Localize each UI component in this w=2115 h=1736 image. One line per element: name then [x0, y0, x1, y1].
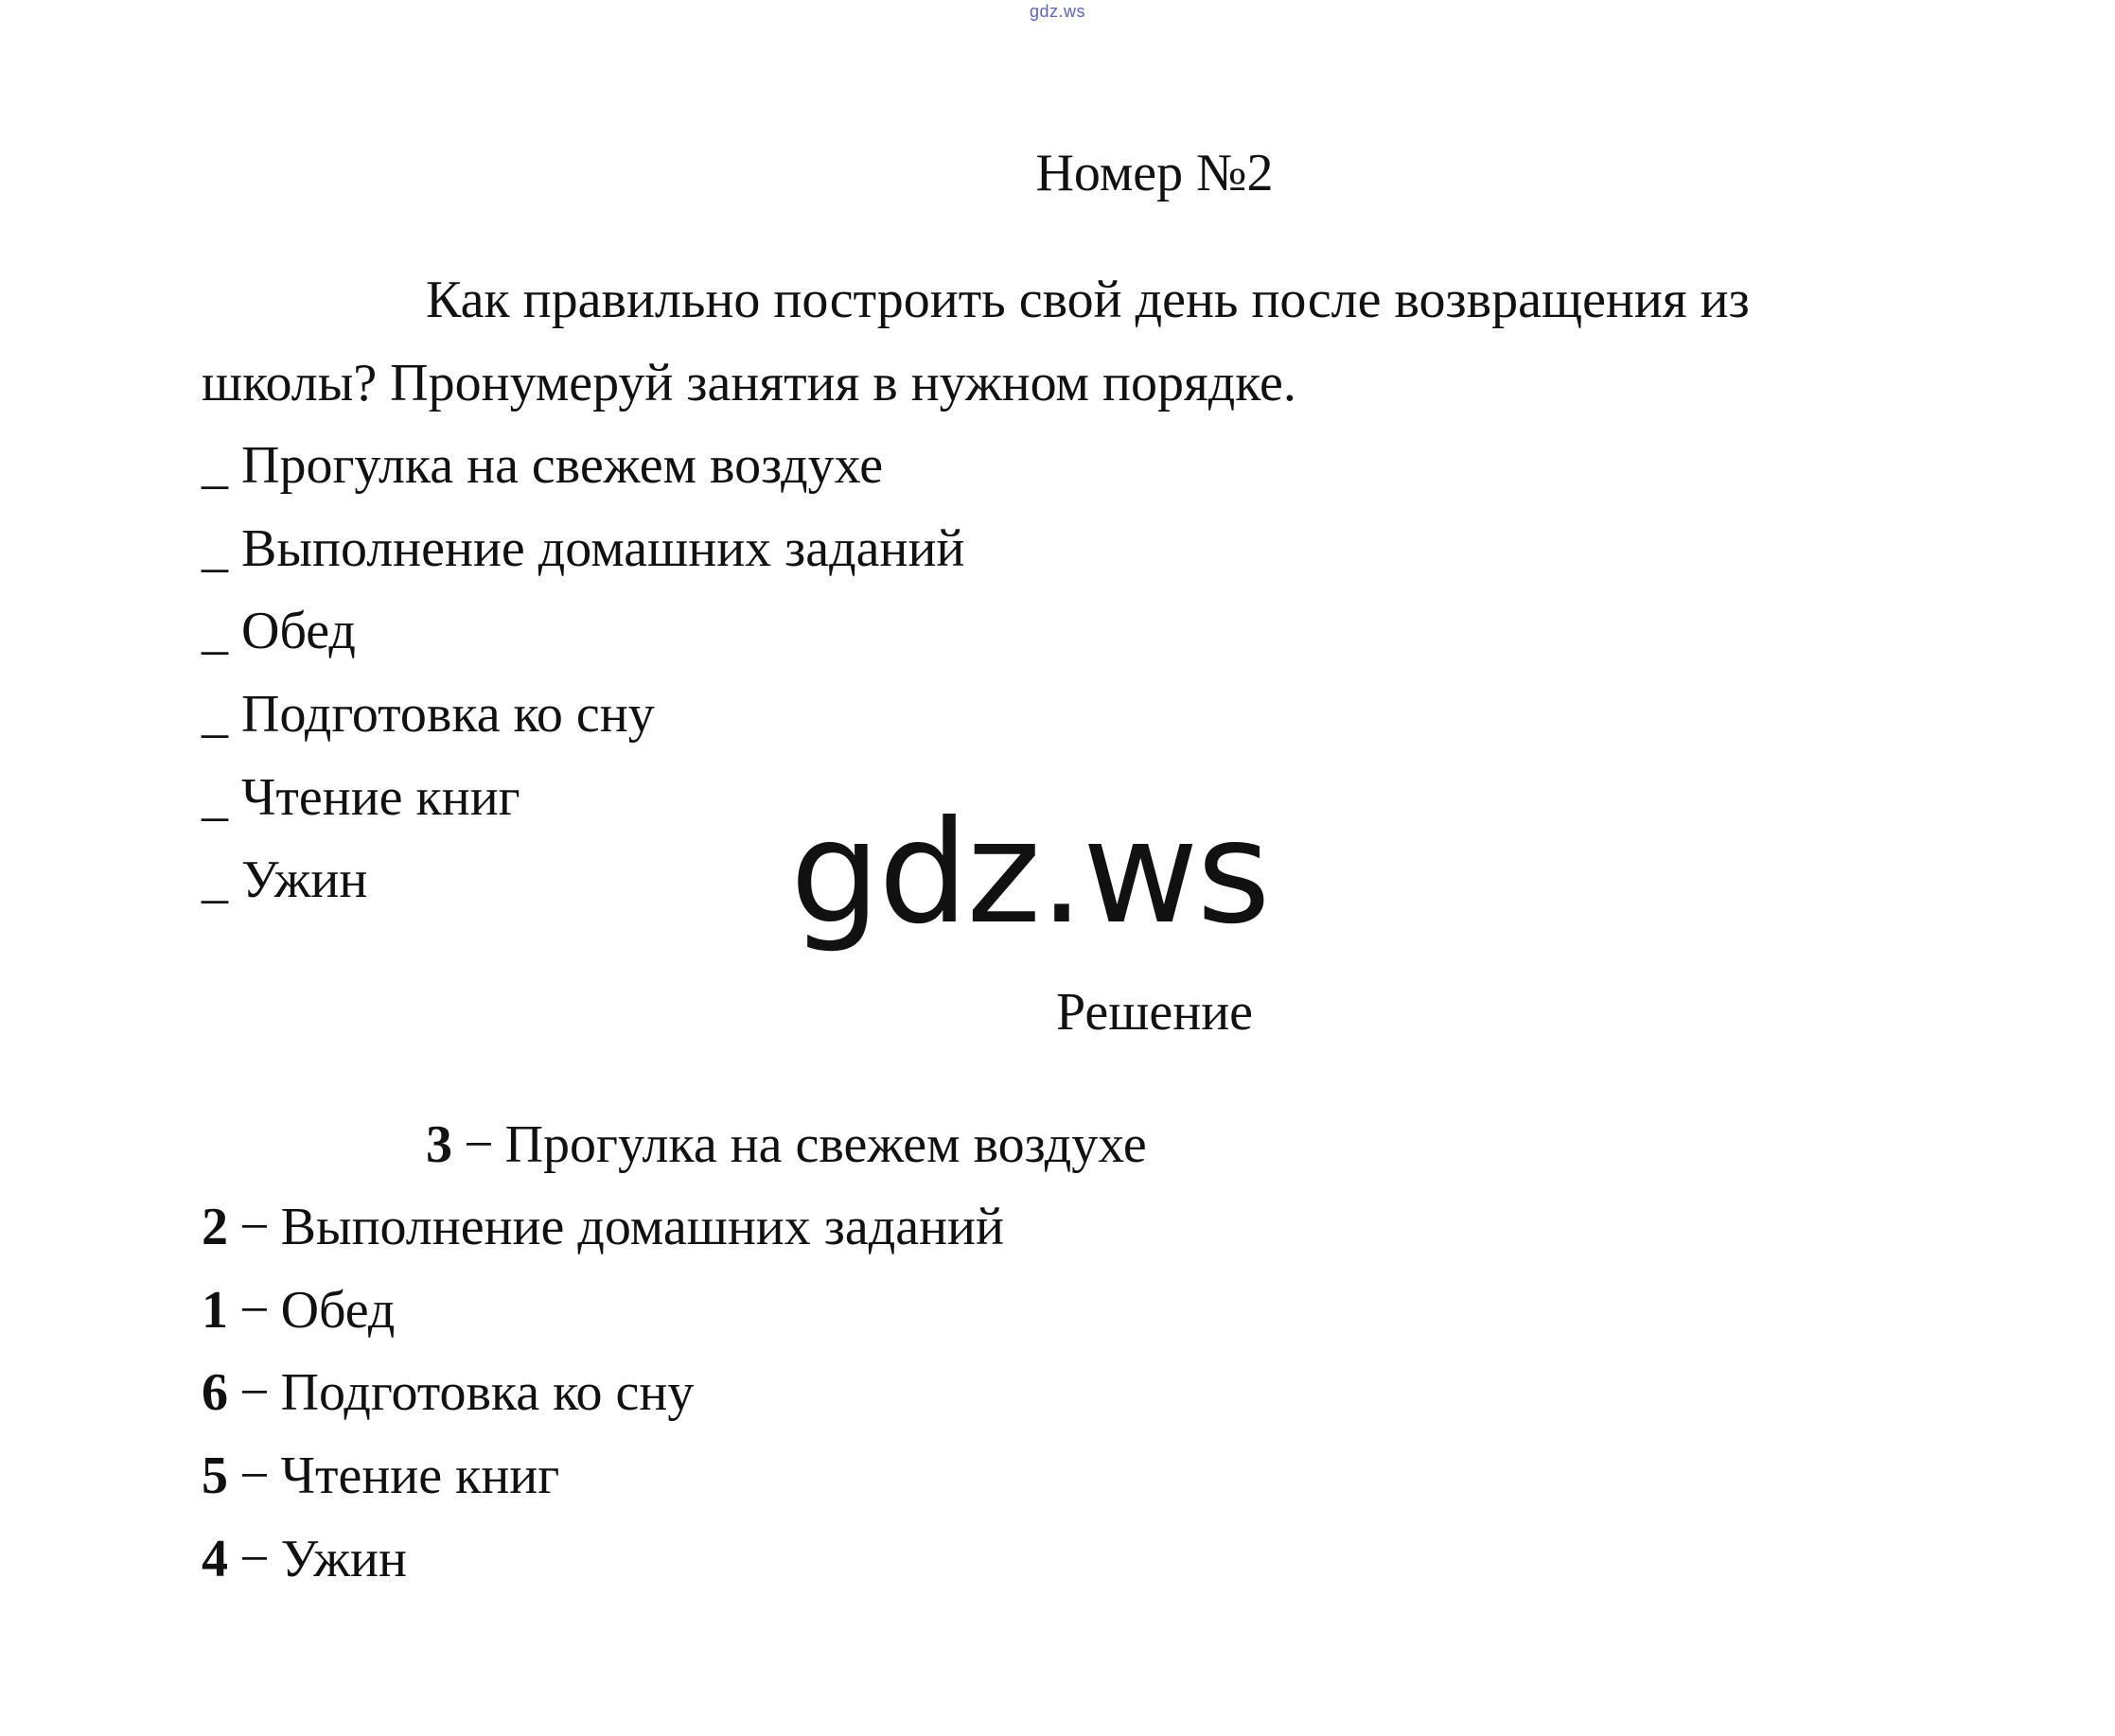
site-mark-link[interactable]: gdz.ws — [1029, 2, 1086, 21]
answer-number: 2 — [202, 1198, 228, 1256]
task-item: _ Выполнение домашних заданий — [202, 519, 965, 578]
answer-text: Прогулка на свежем воздухе — [504, 1115, 1147, 1174]
page-title: Номер №2 — [1035, 144, 1274, 202]
answer-item — [202, 1196, 1004, 1258]
task-item: _ Обед — [202, 602, 356, 660]
answer-number: 6 — [202, 1363, 228, 1422]
answer-number: 1 — [202, 1281, 228, 1340]
answer-number: 3 — [426, 1115, 452, 1174]
answer-item — [202, 1279, 395, 1341]
answer-dash: − — [239, 1447, 270, 1505]
answer-item — [202, 1361, 694, 1424]
question-line-1: Как правильно построить свой день после возвращения из — [426, 271, 1750, 329]
answer-dash: − — [464, 1115, 494, 1174]
answer-text: Чтение книг — [280, 1447, 560, 1505]
answer-dash: − — [239, 1363, 270, 1422]
answer-text: Подготовка ко сну — [280, 1363, 695, 1422]
task-item: _ Ужин — [202, 850, 368, 909]
answer-item — [202, 1528, 407, 1590]
answer-dash: − — [239, 1530, 270, 1588]
task-item: _ Прогулка на свежем воздухе — [202, 436, 884, 495]
watermark: gdz.ws — [790, 791, 1269, 956]
answer-text: Ужин — [280, 1530, 407, 1588]
solution-title: Решение — [1055, 983, 1254, 1042]
question-line-2: школы? Пронумеруй занятия в нужном порядке. — [202, 354, 1296, 412]
answer-number: 5 — [202, 1447, 228, 1505]
answer-item — [202, 1445, 559, 1507]
task-item: _ Чтение книг — [202, 768, 520, 827]
answer-item — [426, 1113, 1147, 1176]
answer-dash: − — [239, 1281, 270, 1340]
answer-text: Обед — [280, 1281, 396, 1340]
answer-number: 4 — [202, 1530, 228, 1588]
answer-text: Выполнение домашних заданий — [280, 1198, 1004, 1256]
answer-dash: − — [239, 1198, 270, 1256]
task-item: _ Подготовка ко сну — [202, 685, 655, 744]
